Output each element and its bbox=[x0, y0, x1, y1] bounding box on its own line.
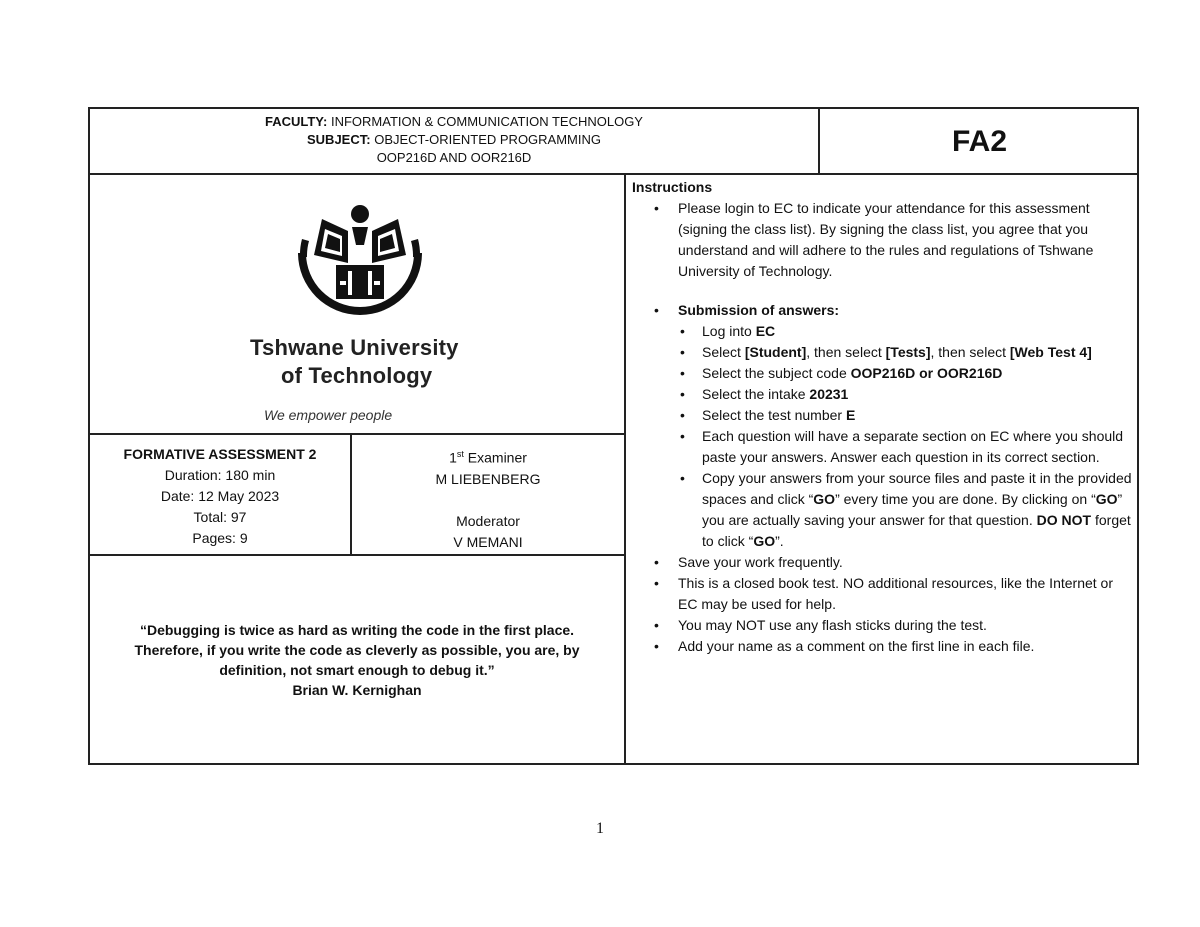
submission-list bbox=[632, 300, 1133, 657]
step-subject-code: • Select the subject code OOP216D or OOR216D bbox=[702, 363, 1133, 384]
quote-text: “Debugging is twice as hard as writing the code in the first place. Therefore, if you write the code as cleverly as possible, you are, by definition, not smart enough to debug it.” bbox=[134, 622, 580, 678]
assessment-pages: Pages: 9 bbox=[192, 530, 248, 546]
moderator-name: V MEMANI bbox=[453, 533, 523, 550]
assessment-code: FA2 bbox=[818, 109, 1139, 174]
university-name-line1: Tshwane University bbox=[250, 335, 459, 360]
page-number: 1 bbox=[596, 820, 604, 837]
instructions-panel bbox=[626, 175, 1139, 765]
assessment-details bbox=[90, 434, 352, 556]
instructions-title: Instructions bbox=[632, 179, 713, 195]
first-examiner-name: M LIEBENBERG bbox=[435, 470, 541, 487]
first-examiner-label: 1st Examiner bbox=[449, 449, 527, 466]
subject-line: SUBJECT: OBJECT-ORIENTED PROGRAMMING bbox=[307, 132, 601, 147]
step-sections: • Each question will have a separate section on EC where you should paste your answers. Answer each question in its correct section. bbox=[702, 426, 1133, 468]
step-login: • Log into EC bbox=[702, 321, 1133, 342]
header-course-info bbox=[90, 109, 818, 174]
cover-table bbox=[88, 107, 1139, 765]
instruction-save: • Save your work frequently. bbox=[678, 552, 1133, 573]
assessment-date: Date: 12 May 2023 bbox=[160, 488, 280, 504]
instruction-closed-book: • This is a closed book test. NO additional resources, like the Internet or EC may be used for help. bbox=[678, 573, 1133, 615]
assessment-duration: Duration: 180 min bbox=[164, 467, 276, 483]
quote-author: Brian W. Kernighan bbox=[292, 682, 422, 698]
step-select-test: • Select [Student], then select [Tests], then select [Web Test 4] bbox=[702, 342, 1133, 363]
assessment-total: Total: 97 bbox=[193, 509, 247, 525]
instruction-flash: • You may NOT use any flash sticks during the test. bbox=[678, 615, 1133, 636]
left-column bbox=[90, 175, 626, 765]
module-codes: OOP216D AND OOR216D bbox=[376, 150, 532, 165]
university-slogan: We empower people bbox=[264, 407, 393, 423]
step-copy-answers: • Copy your answers from your source files and paste it in the provided spaces and click “GO” every time you are done. By clicking on “GO” you are actually saving your answer for that question. DO NOT forget to click “GO”. bbox=[702, 468, 1133, 552]
submission-steps bbox=[678, 321, 1133, 552]
instruction-name-comment: • Add your name as a comment on the first line in each file. bbox=[678, 636, 1133, 657]
step-intake: • Select the intake 20231 bbox=[702, 384, 1133, 405]
university-logo-panel bbox=[90, 175, 624, 435]
instruction-attendance: • Please login to EC to indicate your attendance for this assessment (signing the class list). By signing the class list, you agree that you understand and will adhere to the rules and regulations of Tshwane University of Technology. bbox=[678, 198, 1133, 282]
instructions-list bbox=[632, 198, 1133, 282]
instruction-submission: • Submission of answers: • Log into EC • Select [Student], then select [Tests], then select [Web Test 4] • Select the subject code OOP216D or OOR216D • Select the intake 20231 • Select the test number E • Each question will have a separate section on EC where you should paste your answers. Answer each question in its correct section. • Copy your answers from your source files and paste it in the provided spaces and click “GO” every time you are done. By clicking on “GO” you are actually saving your answer for that question. DO NOT forget to click “GO”. bbox=[678, 300, 1133, 552]
university-name-line2: of Technology bbox=[281, 363, 433, 388]
step-test-number: • Select the test number E bbox=[702, 405, 1133, 426]
moderator-label: Moderator bbox=[456, 512, 520, 529]
assessment-title: FORMATIVE ASSESSMENT 2 bbox=[123, 446, 317, 462]
examiner-details bbox=[352, 434, 624, 556]
faculty-line: FACULTY: INFORMATION & COMMUNICATION TECHNOLOGY bbox=[265, 114, 643, 129]
quote-panel bbox=[90, 558, 624, 765]
tut-emblem-icon bbox=[290, 201, 430, 331]
